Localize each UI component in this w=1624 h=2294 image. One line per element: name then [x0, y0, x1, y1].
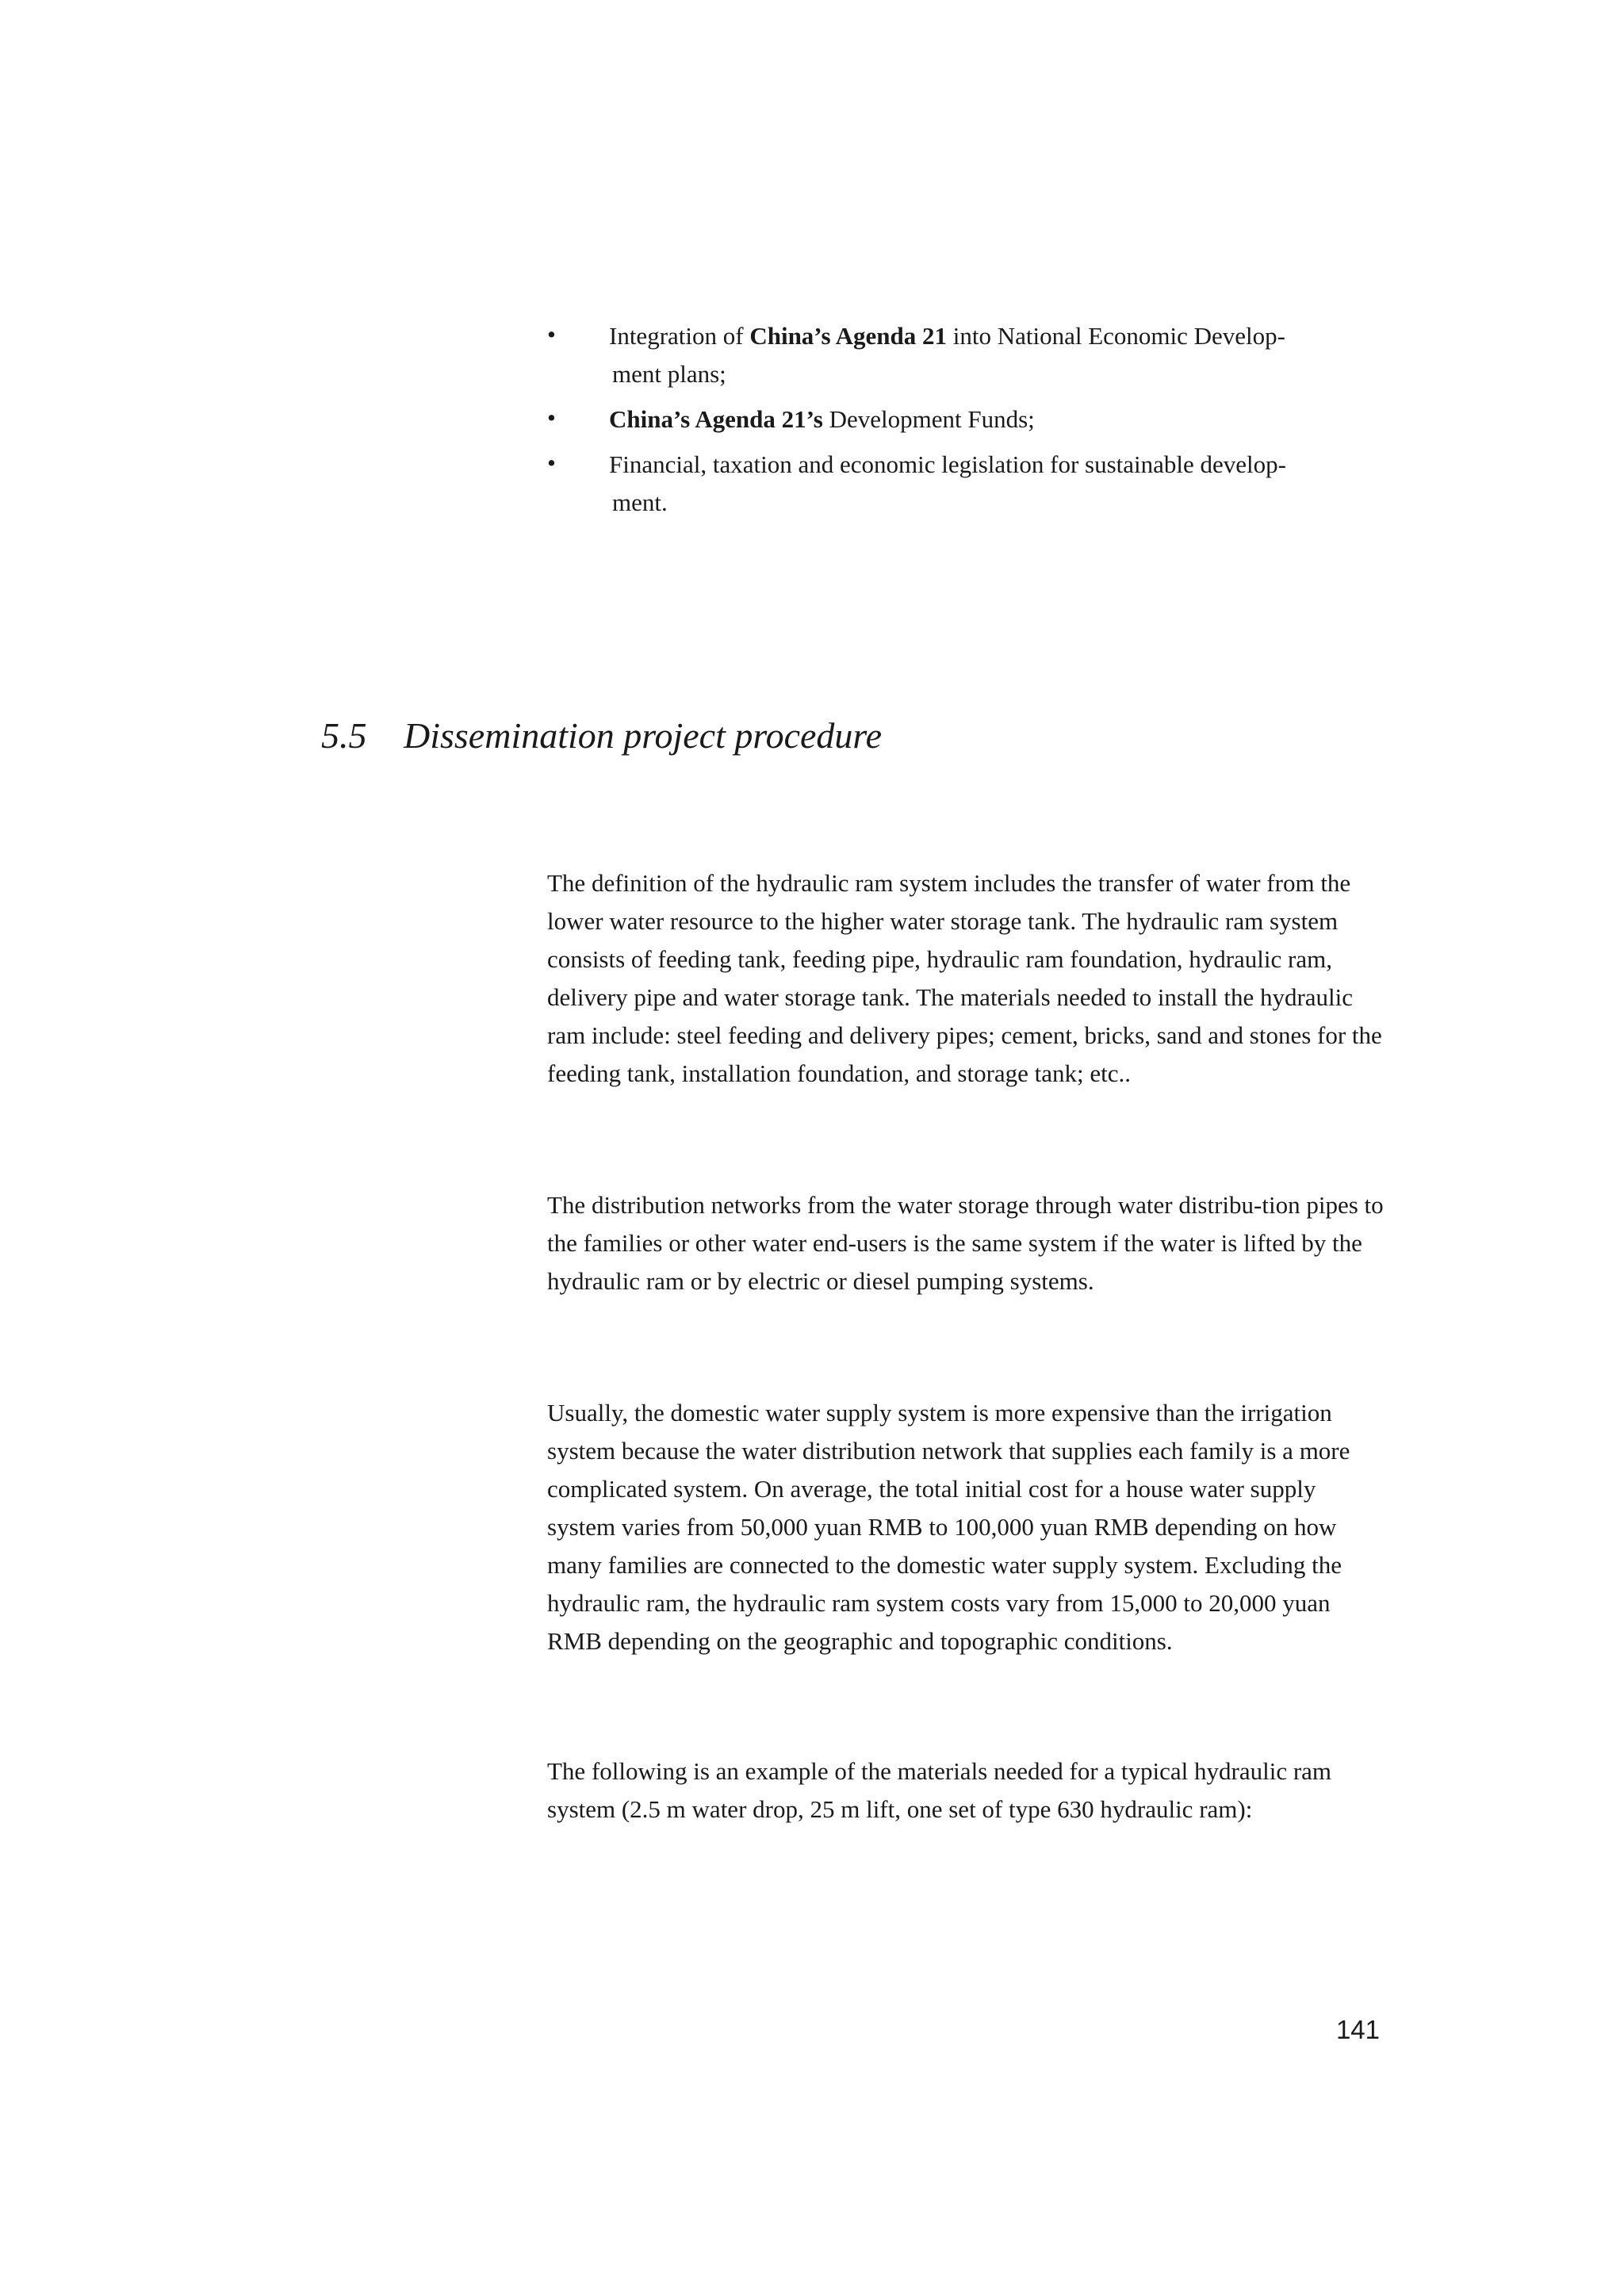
section-title: Dissemination project procedure — [404, 715, 883, 756]
bullet-text-bold: China’s Agenda 21’s — [609, 405, 823, 433]
bullet-text-prefix: Financial, taxation and economic legislation for sustainable develop- — [609, 450, 1286, 478]
bullet-item — [539, 317, 1380, 393]
bullet-text-prefix: Integration of — [609, 322, 750, 350]
body-paragraph: The following is an example of the materials needed for a typical hydraulic ram system (2.5 m water drop, 25 m lift, one set of type 630 hydraulic ram): — [547, 1757, 1332, 1823]
section-heading — [321, 712, 882, 760]
body-paragraph: Usually, the domestic water supply system is more expensive than the irrigation system because the water distribution network that supplies each family is a more complicated system. On average, the total initial cost for a house water supply system varies from 50,000 yuan RMB to 100,000 yuan RMB depending on how many families are connected to the domestic water supply system. Excluding the hydraulic ram, the hydraulic ram system costs vary from 15,000 to 20,000 yuan RMB depending on the geographic and topographic conditions. — [547, 1399, 1350, 1655]
bullet-icon: • — [547, 449, 556, 477]
bullet-icon: • — [547, 320, 556, 348]
bullet-continuation: ment. — [612, 488, 668, 516]
bullet-item — [539, 400, 1380, 439]
bullet-list — [539, 317, 1380, 529]
bullet-continuation: ment plans; — [612, 360, 726, 388]
bullet-item — [539, 446, 1380, 522]
body-paragraph: The distribution networks from the water storage through water distribu-tion pipes to the families or other water end-users is the same system if the water is lifted by the hydraulic ram or by electric or diesel pumping systems. — [547, 1191, 1384, 1295]
bullet-text-bold: China’s Agenda 21 — [749, 322, 947, 350]
bullet-icon: • — [547, 404, 556, 431]
bullet-text-suffix: into National Economic Develop- — [946, 322, 1285, 350]
bullet-text-suffix: Development Funds; — [822, 405, 1035, 433]
page-number: 141 — [1335, 2015, 1380, 2044]
body-paragraph: The definition of the hydraulic ram system includes the transfer of water from the lower water resource to the higher water storage tank. The hydraulic ram system consists of feeding tank, feeding pipe, hydraulic ram foundation, hydraulic ram, delivery pipe and water storage tank. The materials needed to install the hydraulic ram include: steel feeding and delivery pipes; cement, bricks, sand and stones for the feeding tank, installation foundation, and storage tank; etc.. — [547, 869, 1382, 1087]
section-number: 5.5 — [321, 715, 367, 756]
